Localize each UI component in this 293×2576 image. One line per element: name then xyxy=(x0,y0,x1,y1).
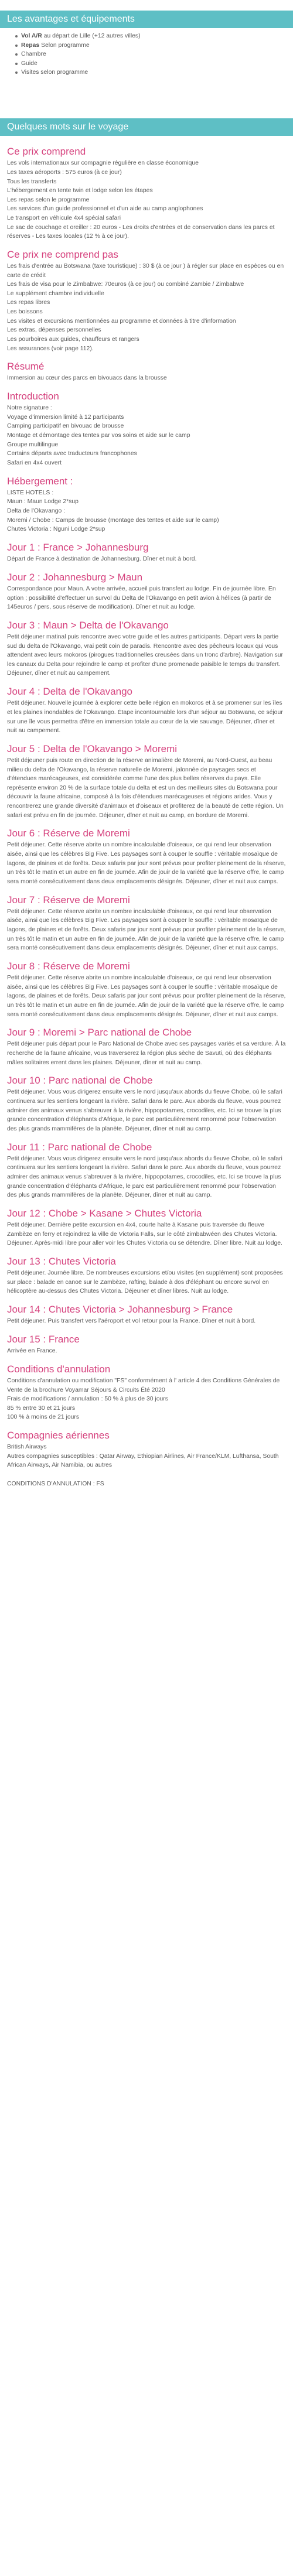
section-body xyxy=(7,1269,286,1296)
section-heading: Jour 13 : Chutes Victoria xyxy=(7,1255,116,1267)
section-body xyxy=(7,1317,286,1326)
section-line: Conditions d'annulation ou modification "FS" conformément à l' article 4 des Conditions Générales de Vente de la brochure Voyamar Séjours & Circuits Été 2020 xyxy=(7,1377,280,1393)
section-heading: Hébergement : xyxy=(7,475,73,487)
section-line xyxy=(7,1470,286,1480)
section-heading: Jour 12 : Chobe > Kasane > Chutes Victoria xyxy=(7,1207,202,1219)
section-line: Les boissons xyxy=(7,309,43,316)
section-heading: Jour 7 : Réserve de Moremi xyxy=(7,894,130,906)
section-body xyxy=(7,756,286,820)
section-line: Petit déjeuner. Journée libre. De nombreuses excursions et/ou visites (en supplément) sont proposées sur place : balade en canoë sur le Zambèze, rafting, balade à dos d'éléphant ou encore survol en hélicoptère au-dessus des Chutes Victoria. Déjeuner et dîner libres. Nuit au lodge. xyxy=(7,1270,283,1295)
section-line: Moremi / Chobe : Camps de brousse (montage des tentes et aide sur le camp) xyxy=(7,517,219,524)
section-heading: Jour 14 : Chutes Victoria > Johannesburg > France xyxy=(7,1303,233,1315)
section-heading: Jour 15 : France xyxy=(7,1333,80,1345)
section-line: Les assurances (voir page 112). xyxy=(7,345,94,352)
section-line: Correspondance pour Maun. A votre arrivée, accueil puis transfert au lodge. Fin de journée libre. En option : possibilité d'effectuer un survol du Delta de l'Okavango en petit avion à hélices (à partir de 145euros / pers, sous réserve de modification). Dîner et nuit au lodge. xyxy=(7,585,276,611)
section-line: Les visites et excursions mentionnées au programme et données à titre d'information xyxy=(7,317,236,324)
section-body xyxy=(7,1376,286,1422)
section-line: Camping participatif en bivouac de brousse xyxy=(7,423,124,430)
section-body xyxy=(7,1154,286,1200)
section-line: Les taxes aéroports : 575 euros (à ce jour) xyxy=(7,169,122,176)
section-line: Les frais de visa pour le Zimbabwe: 70euros (à ce jour) ou combiné Zambie / Zimbabwe xyxy=(7,281,244,288)
section-line: Petit déjeuner. Vous vous dirigerez ensuite vers le nord jusqu'aux abords du fleuve Chobe, où le safari continuera sur les sentiers longeant la rivière. Safari dans le parc. Aux abords du fleuve, vous pourrez admirer des animaux venus s'abreuver à la rivière, hippopotames, crocodiles, etc. Ici se trouve la plus grande concentration d'éléphants d'Afrique, le parc est particulièrement renommé pour l'observation des plus grands mammifères de la planète. Déjeuner, dîner et nuit au camp. xyxy=(7,1155,282,1199)
section-line: Petit déjeuner. Dernière petite excursion en 4x4, courte halte à Kasane puis traversée du fleuve Zambèze en ferry et rejoindrez la ville de Victoria Falls, sur le côté zimbabwéen des Chutes Victoria. Déjeuner. Après-midi libre pour aller voir les Chutes Victoria ou se détendre. Dîner libre. Nuit au lodge. xyxy=(7,1222,282,1247)
section-line: Les repas selon le programme xyxy=(7,196,90,203)
section-heading: Ce prix ne comprend pas xyxy=(7,248,118,260)
section-line: CONDITIONS D'ANNULATION : FS xyxy=(7,1480,104,1487)
section-line: Petit déjeuner. Vous vous dirigerez ensuite vers le nord jusqu'aux abords du fleuve Chobe, où le safari continuera sur les sentiers longeant la rivière. Safari dans le parc. Aux abords du fleuve, vous pourrez admirer des animaux venus s'abreuver à la rivière, hippopotames, crocodiles, etc. Ici se trouve la plus grande concentration d'éléphants d'Afrique, le parc est particulièrement renommé pour l'observation des plus grands mammifères de la planète. Déjeuner, dîner et nuit au camp. xyxy=(7,1089,282,1132)
section-line: Petit déjeuner. Cette réserve abrite un nombre incalculable d'oiseaux, ce qui rend leur observation aisée, ainsi que les célèbres Big Five. Les paysages sont à couper le souffle : véritable mosaïque de lagons, de plaines et de forêts. Deux safaris par jour sont prévus pour profiter pleinement de la réserve, un très tôt le matin et un autre en fin de journée. Afin de jouir de la variété que la réserve offre, le camp sera monté consécutivement dans deux emplacements désignés. Déjeuner, dîner et nuit aux camps. xyxy=(7,975,286,1018)
section-body xyxy=(7,1088,286,1133)
section-line: Les vols internationaux sur compagnie régulière en classe économique xyxy=(7,160,199,167)
section-line: Le sac de couchage et oreiller : 20 euros - Les droits d'entrées et de conservation dans les parcs et réserves - Les taxes locales (12 % à ce jour). xyxy=(7,224,275,240)
section-body xyxy=(7,585,286,612)
section-heading: Jour 4 : Delta de l'Okavango xyxy=(7,686,132,698)
section-heading: Jour 8 : Réserve de Moremi xyxy=(7,960,130,972)
section-line: Voyage d'immersion limité à 12 participants xyxy=(7,414,124,421)
section-line: Le supplément chambre individuelle xyxy=(7,290,104,297)
section-line: Arrivée en France. xyxy=(7,1348,57,1355)
advantage-item-text: Guide xyxy=(21,60,38,67)
section-body xyxy=(7,374,286,383)
section-body xyxy=(7,973,286,1019)
section-line: Petit déjeuner. Puis transfert vers l'aéroport et vol retour pour la France. Dîner et nuit à bord. xyxy=(7,1318,256,1325)
section-body xyxy=(7,159,286,241)
section-heading: Ce prix comprend xyxy=(7,146,86,158)
section-body xyxy=(7,841,286,886)
section-heading: Conditions d'annulation xyxy=(7,1363,111,1375)
section-heading: Jour 11 : Parc national de Chobe xyxy=(7,1141,152,1153)
section-line: Chutes Victoria : Nguni Lodge 2*sup xyxy=(7,526,105,533)
section-line: Petit déjeuner puis départ pour le Parc National de Chobe avec ses paysages variés et sa verdure. À la recherche de la faune africaine, vous traverserez la région plus sèche de Savuti, où des éléphants mâles solitaires errent dans les plaines. Déjeuner, dîner et nuit au camp. xyxy=(7,1041,286,1066)
section-line: Les repas libres xyxy=(7,299,50,306)
advantage-item-text: Selon programme xyxy=(39,42,90,49)
section-line: Tous les transferts xyxy=(7,178,57,185)
section-line: Petit déjeuner puis route en direction de la réserve animalière de Moremi, au Nord-Ouest, au beau milieu du delta de l'Okavango, la réserve naturelle de Moremi, jalonnée de paysages secs et d'étendues marécageuses, est considérée comme l'une des plus belles réserves du pays. Elle représente environ 20 % de la surface totale du delta et est un des meilleurs sites du Botswana pour découvrir la faune africaine, composé à la fois d'étendues marécageuses et régions arides. Vous y rencontrerez une grande diversité d'animaux et d'oiseaux et profiterez de la beauté de cette région. Un safari est prévu en fin de journée. Déjeuner, dîner et nuit au camp, en bordure de Moremi. xyxy=(7,757,284,819)
section-heading: Jour 2 : Johannesburg > Maun xyxy=(7,571,143,583)
section-line: Départ de France à destination de Johannesburg. Dîner et nuit à bord. xyxy=(7,556,197,563)
advantage-item-text: Visites selon programme xyxy=(21,69,88,76)
section-heading: Jour 1 : France > Johannesburg xyxy=(7,541,149,553)
journey-content xyxy=(0,136,293,1488)
section-line: Safari en 4x4 ouvert xyxy=(7,459,62,466)
advantage-item-label: Vol A/R xyxy=(21,33,42,39)
advantage-item xyxy=(15,59,286,69)
section-line: 100 % à moins de 21 jours xyxy=(7,1414,80,1421)
advantage-item-text: au départ de Lille (+12 autres villes) xyxy=(42,33,141,39)
advantage-item xyxy=(15,32,286,41)
section-heading: Jour 9 : Moremi > Parc national de Chobe xyxy=(7,1027,192,1038)
section-body xyxy=(7,1443,286,1488)
section-line: Frais de modifications / annulation : 50 % à plus de 30 jours xyxy=(7,1396,168,1403)
section-body xyxy=(7,699,286,735)
section-line: Petit déjeuner. Nouvelle journée à explorer cette belle région en mokoros et à se promener sur les îles et les plaines inondables de l'Okavango. Étape incontournable lors d'un séjour au Botswana, ce séjour sur une île vous permettra d'être en immersion totale au cœur de la vie sauvage. Déjeuner, dîner et nuit au campement. xyxy=(7,700,283,734)
advantage-item xyxy=(15,68,286,77)
section-heading: Jour 5 : Delta de l'Okavango > Moremi xyxy=(7,743,178,754)
section-heading: Jour 3 : Maun > Delta de l'Okavango xyxy=(7,619,169,631)
section-line: Montage et démontage des tentes par vos soins et aide sur le camp xyxy=(7,432,190,439)
section-line: Certains départs avec traducteurs francophones xyxy=(7,450,137,457)
section-line: Les services d'un guide professionnel et d'un aide au camp anglophones xyxy=(7,206,203,213)
section-body xyxy=(7,907,286,953)
section-body xyxy=(7,1347,286,1356)
section-line: Autres compagnies susceptibles : Qatar Airway, Ethiopian Airlines, Air France/KLM, Lufthansa, South African Airways, Air Namibia, ou autres xyxy=(7,1453,279,1469)
section-heading: Introduction xyxy=(7,390,59,402)
section-body xyxy=(7,1040,286,1067)
section-line: Groupe multilingue xyxy=(7,441,59,448)
section-line: Notre signature : xyxy=(7,405,52,412)
section-body xyxy=(7,1221,286,1248)
section-line: Les pourboires aux guides, chauffeurs et rangers xyxy=(7,336,139,343)
section-line: Petit déjeuner matinal puis rencontre avec votre guide et les autres participants. Départ vers la partie sud du delta de l'Okavango, vrai petit coin de paradis. Rencontre avec des pêcheurs locaux qui vous attendent avec leurs mokoros (pirogues traditionnelles creusées dans un tronc d'arbre). Navigation sur les canaux du Delta pour rejoindre le camp et profiter d'une promenade paisible le temps du transfert. Déjeuner, dîner et nuit au campement. xyxy=(7,633,283,677)
section-line: British Airways xyxy=(7,1444,47,1451)
section-body xyxy=(7,555,286,564)
section-heading: Jour 10 : Parc national de Chobe xyxy=(7,1075,153,1087)
section-line: L'hébergement en tente twin et lodge selon les étapes xyxy=(7,187,153,194)
advantages-header: Les avantages et équipements xyxy=(0,11,293,28)
section-body xyxy=(7,404,286,467)
section-heading: Jour 6 : Réserve de Moremi xyxy=(7,828,130,839)
section-body xyxy=(7,488,286,534)
advantage-item xyxy=(15,50,286,59)
advantage-item-text: Chambre xyxy=(21,51,46,58)
section-line: 85 % entre 30 et 21 jours xyxy=(7,1405,76,1412)
advantage-item xyxy=(15,41,286,50)
advantage-item-label: Repas xyxy=(21,42,40,49)
section-line: Le transport en véhicule 4x4 spécial safari xyxy=(7,214,121,221)
journey-header: Quelques mots sur le voyage xyxy=(0,118,293,136)
section-line: Immersion au cœur des parcs en bivouacs dans la brousse xyxy=(7,375,167,382)
section-line: Petit déjeuner. Cette réserve abrite un nombre incalculable d'oiseaux, ce qui rend leur observation aisée, ainsi que les célèbres Big Five. Les paysages sont à couper le souffle : véritable mosaïque de lagons, de plaines et de forêts. Deux safaris par jour sont prévus pour profiter pleinement de la réserve, un très tôt le matin et un autre en fin de journée. Afin de jouir de la variété que la réserve offre, le camp sera monté consécutivement dans deux emplacements désignés. Déjeuner, dîner et nuit aux camps. xyxy=(7,908,286,952)
section-line: Les frais d'entrée au Botswana (taxe touristique) : 30 $ (à ce jour ) à régler sur place en espèces ou en carte de crédit xyxy=(7,263,284,279)
section-body xyxy=(7,633,286,678)
advantages-list xyxy=(0,28,293,83)
section-heading: Compagnies aériennes xyxy=(7,1429,110,1441)
section-line: Maun : Maun Lodge 2*sup xyxy=(7,498,79,505)
section-heading: Résumé xyxy=(7,361,45,373)
section-line: Petit déjeuner. Cette réserve abrite un nombre incalculable d'oiseaux, ce qui rend leur observation aisée, ainsi que les célèbres Big Five. Les paysages sont à couper le souffle : véritable mosaïque de lagons, de plaines et de forêts. Deux safaris par jour sont prévus pour profiter pleinement de la réserve, un très tôt le matin et un autre en fin de journée. Afin de jouir de la variété que la réserve offre, le camp sera monté consécutivement dans deux emplacements désignés. Déjeuner, dîner et nuit aux camps. xyxy=(7,842,286,885)
section-line: Delta de l'Okavango : xyxy=(7,507,66,514)
section-body xyxy=(7,262,286,353)
section-line: Les extras, dépenses personnelles xyxy=(7,327,101,334)
section-line: LISTE HOTELS : xyxy=(7,489,54,496)
